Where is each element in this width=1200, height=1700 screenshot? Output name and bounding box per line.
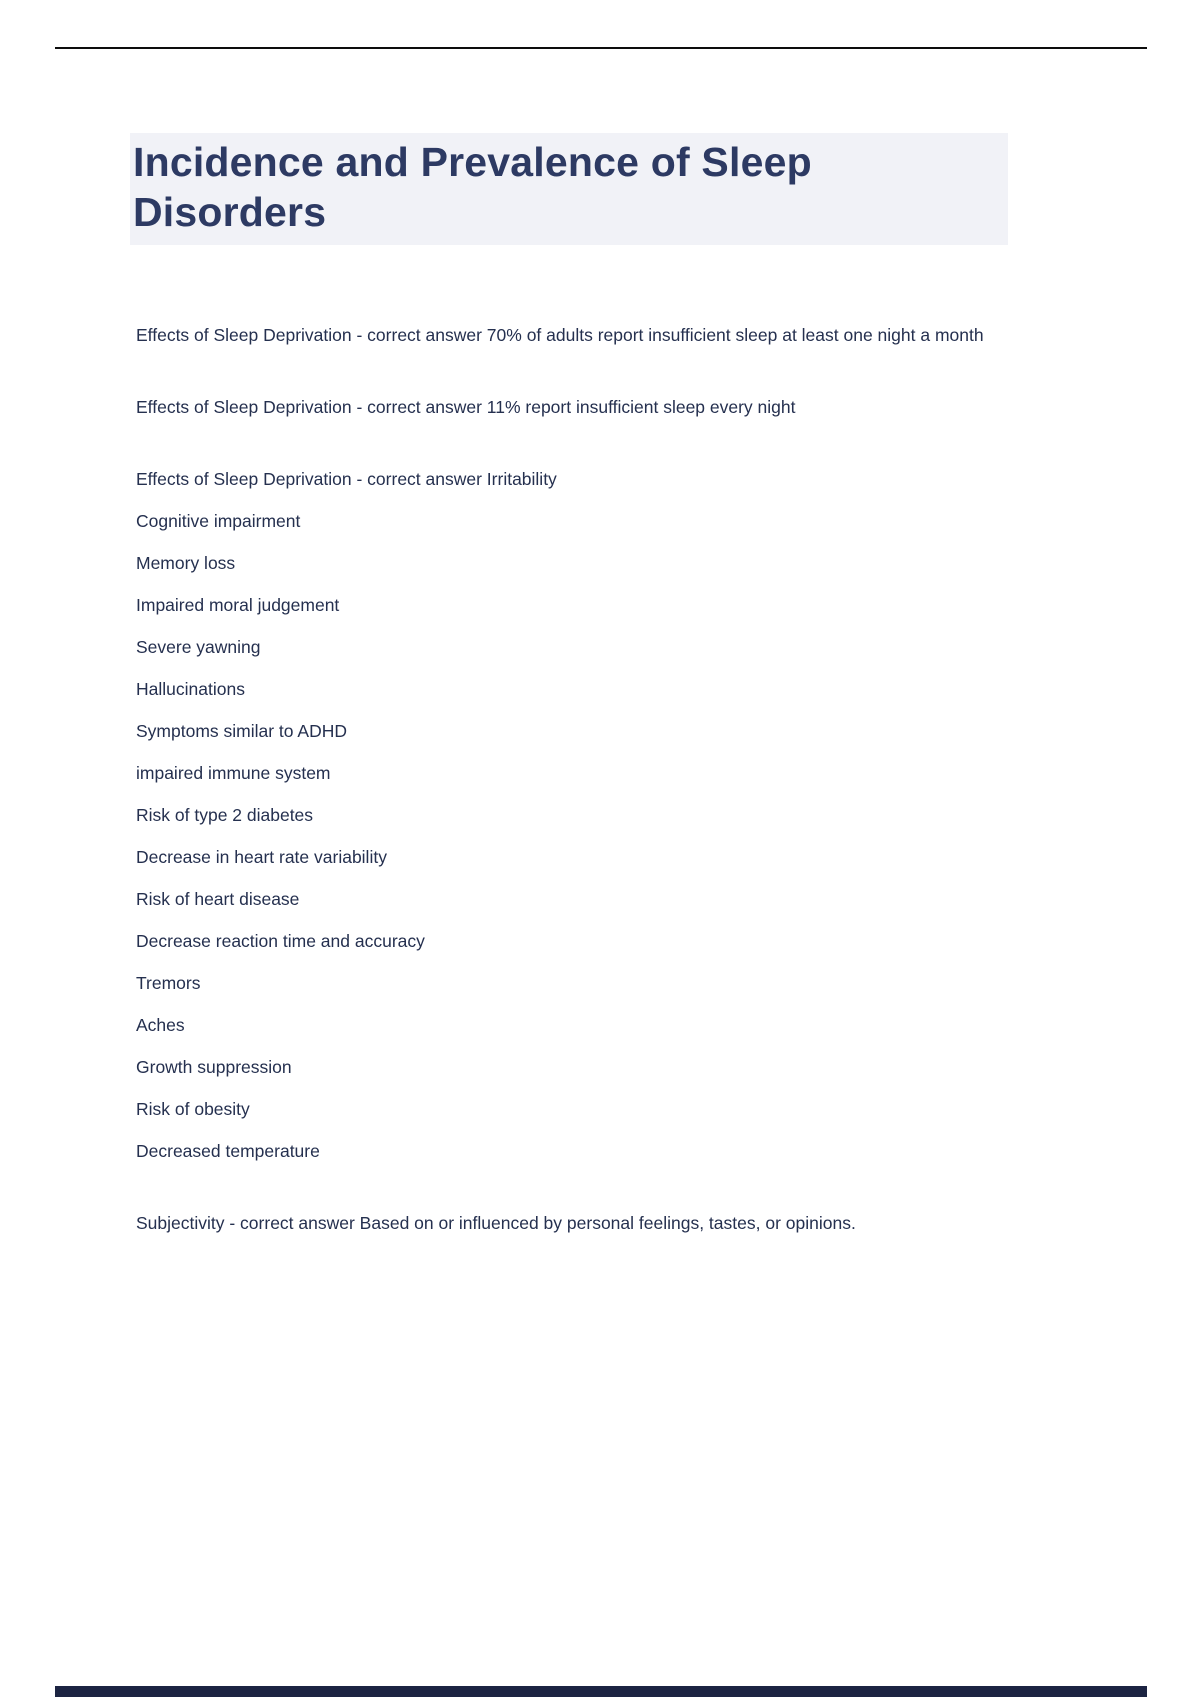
top-rule [55,47,1147,49]
paragraph: Growth suppression [136,1057,292,1077]
paragraph: Memory loss [136,553,236,573]
paragraph: impaired immune system [136,763,331,783]
paragraph: Decrease in heart rate variability [136,847,387,867]
page-title: Incidence and Prevalence of Sleep Disorders [133,139,812,235]
paragraph: Cognitive impairment [136,511,301,531]
footer-bar [55,1686,1147,1697]
title-highlight-block [130,133,1008,245]
paragraph: Hallucinations [136,679,245,699]
paragraph: Risk of obesity [136,1099,250,1119]
paragraph: Effects of Sleep Deprivation - correct answer 70% of adults report insufficient sleep at least one night a month [136,325,984,345]
paragraph: Risk of heart disease [136,889,300,909]
paragraph: Symptoms similar to ADHD [136,721,348,741]
paragraph: Effects of Sleep Deprivation - correct answer Irritability [136,469,557,489]
paragraph: Decrease reaction time and accuracy [136,931,425,951]
paragraph: Subjectivity - correct answer Based on or influenced by personal feelings, tastes, or opinions. [136,1213,856,1233]
paragraph: Risk of type 2 diabetes [136,805,314,825]
paragraph: Aches [136,1015,185,1035]
paragraph: Effects of Sleep Deprivation - correct answer 11% report insufficient sleep every night [136,397,796,417]
paragraph: Tremors [136,973,201,993]
document-body [136,320,1004,1250]
paragraph: Decreased temperature [136,1141,320,1161]
paragraph: Severe yawning [136,637,261,657]
paragraph: Impaired moral judgement [136,595,340,615]
